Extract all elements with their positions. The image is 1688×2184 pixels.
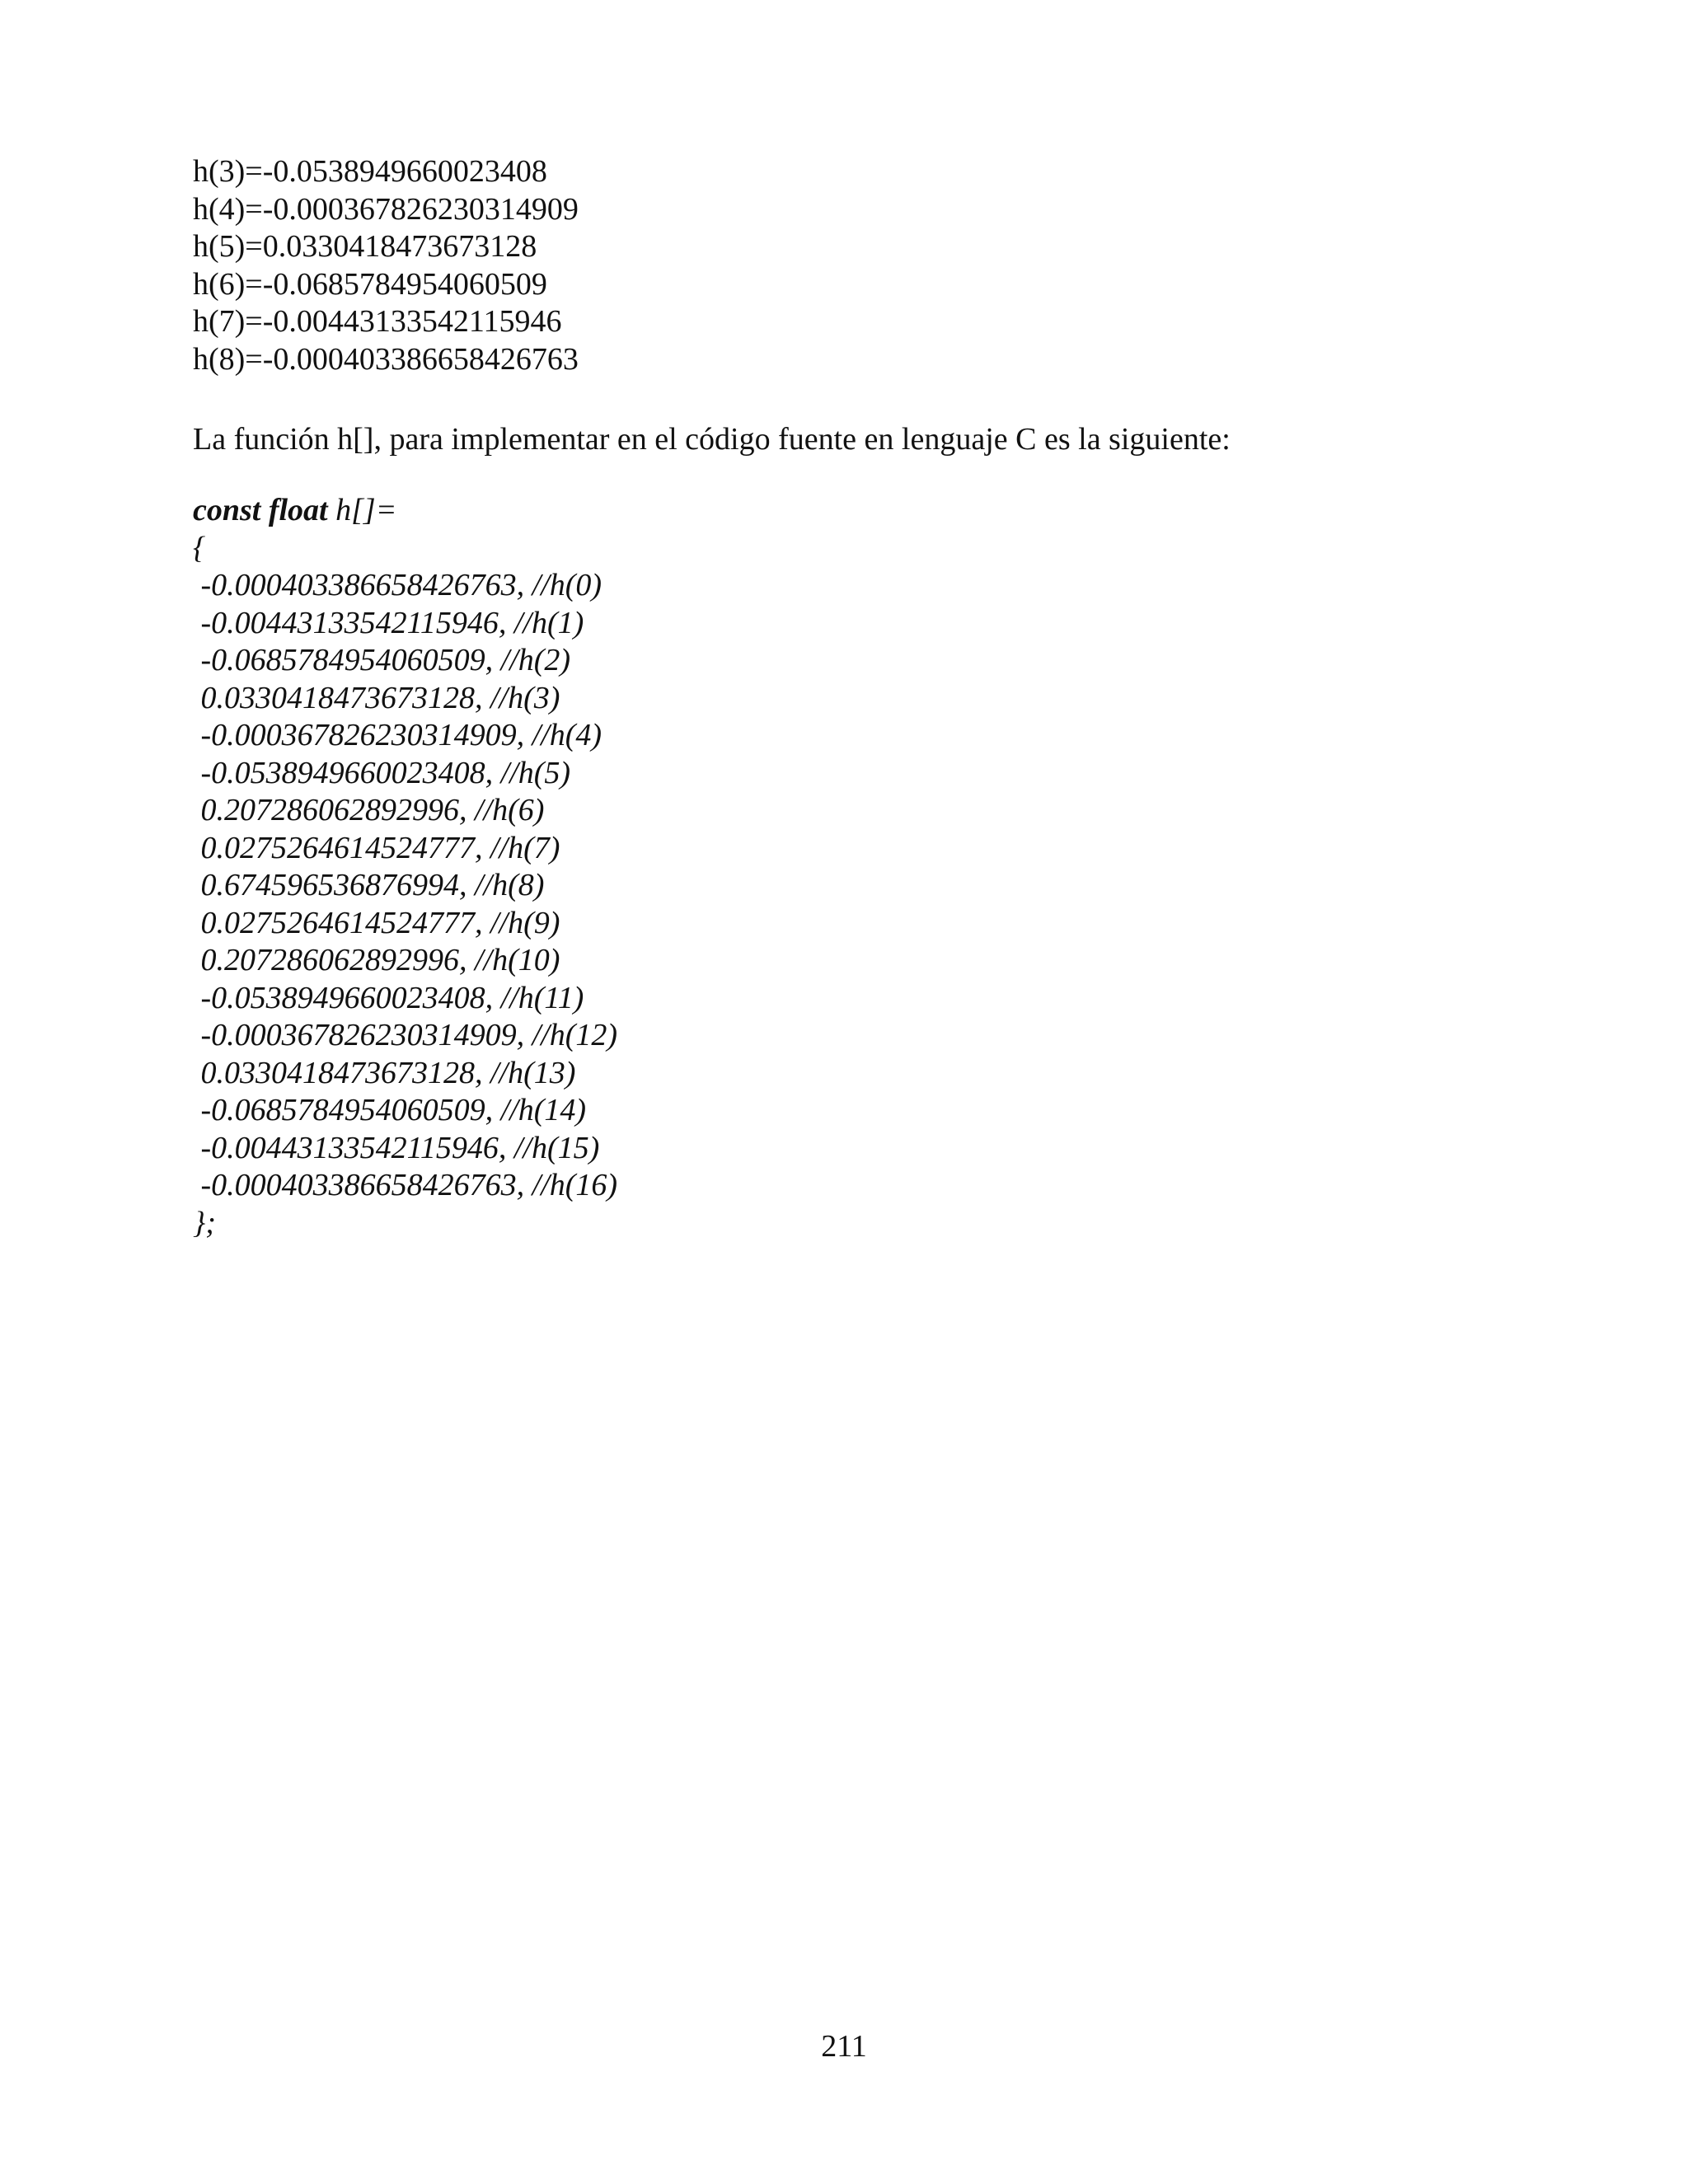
code-declaration — [193, 492, 1429, 530]
code-line: 0.674596536876994, //h(8) — [193, 868, 545, 902]
code-declaration-rest: h[]= — [327, 493, 397, 527]
code-line: 0.0275264614524777, //h(9) — [193, 905, 560, 940]
code-line: -0.00443133542115946, //h(1) — [193, 605, 584, 640]
code-line: -0.000367826230314909, //h(4) — [193, 718, 603, 752]
code-line: -0.0685784954060509, //h(14) — [193, 1093, 587, 1127]
code-line: 0.207286062892996, //h(10) — [193, 943, 560, 977]
code-block — [193, 492, 1429, 1242]
coefficient-line: h(5)=0.0330418473673128 — [193, 229, 537, 264]
coefficient-line: h(8)=-0.000403386658426763 — [193, 341, 579, 377]
intro-paragraph: La función h[], para implementar en el código fuente en lenguaje C es la siguiente: — [193, 422, 1231, 457]
code-line: -0.000367826230314909, //h(12) — [193, 1018, 618, 1052]
code-line: -0.000403386658426763, //h(16) — [193, 1168, 618, 1202]
code-line: -0.0538949660023408, //h(5) — [193, 755, 571, 790]
code-line: 0.0330418473673128, //h(13) — [193, 1055, 576, 1090]
page-number: 211 — [821, 2029, 867, 2064]
code-line: 0.0275264614524777, //h(7) — [193, 830, 560, 865]
coefficient-line: h(4)=-0.000367826230314909 — [193, 191, 579, 227]
code-line: 0.0330418473673128, //h(3) — [193, 680, 560, 715]
coefficient-line: h(3)=-0.0538949660023408 — [193, 154, 547, 189]
code-line: -0.0685784954060509, //h(2) — [193, 643, 571, 677]
coefficient-line: h(6)=-0.0685784954060509 — [193, 266, 547, 302]
coefficient-line: h(7)=-0.00443133542115946 — [193, 304, 562, 339]
code-keyword: const float — [193, 493, 328, 527]
code-line: -0.0538949660023408, //h(11) — [193, 980, 584, 1015]
code-close-brace: }; — [193, 1205, 216, 1240]
code-line: -0.000403386658426763, //h(0) — [193, 568, 603, 602]
code-line: 0.207286062892996, //h(6) — [193, 793, 545, 827]
code-line: -0.00443133542115946, //h(15) — [193, 1130, 600, 1165]
coefficient-list — [193, 153, 1429, 378]
code-open-brace: { — [193, 530, 206, 565]
